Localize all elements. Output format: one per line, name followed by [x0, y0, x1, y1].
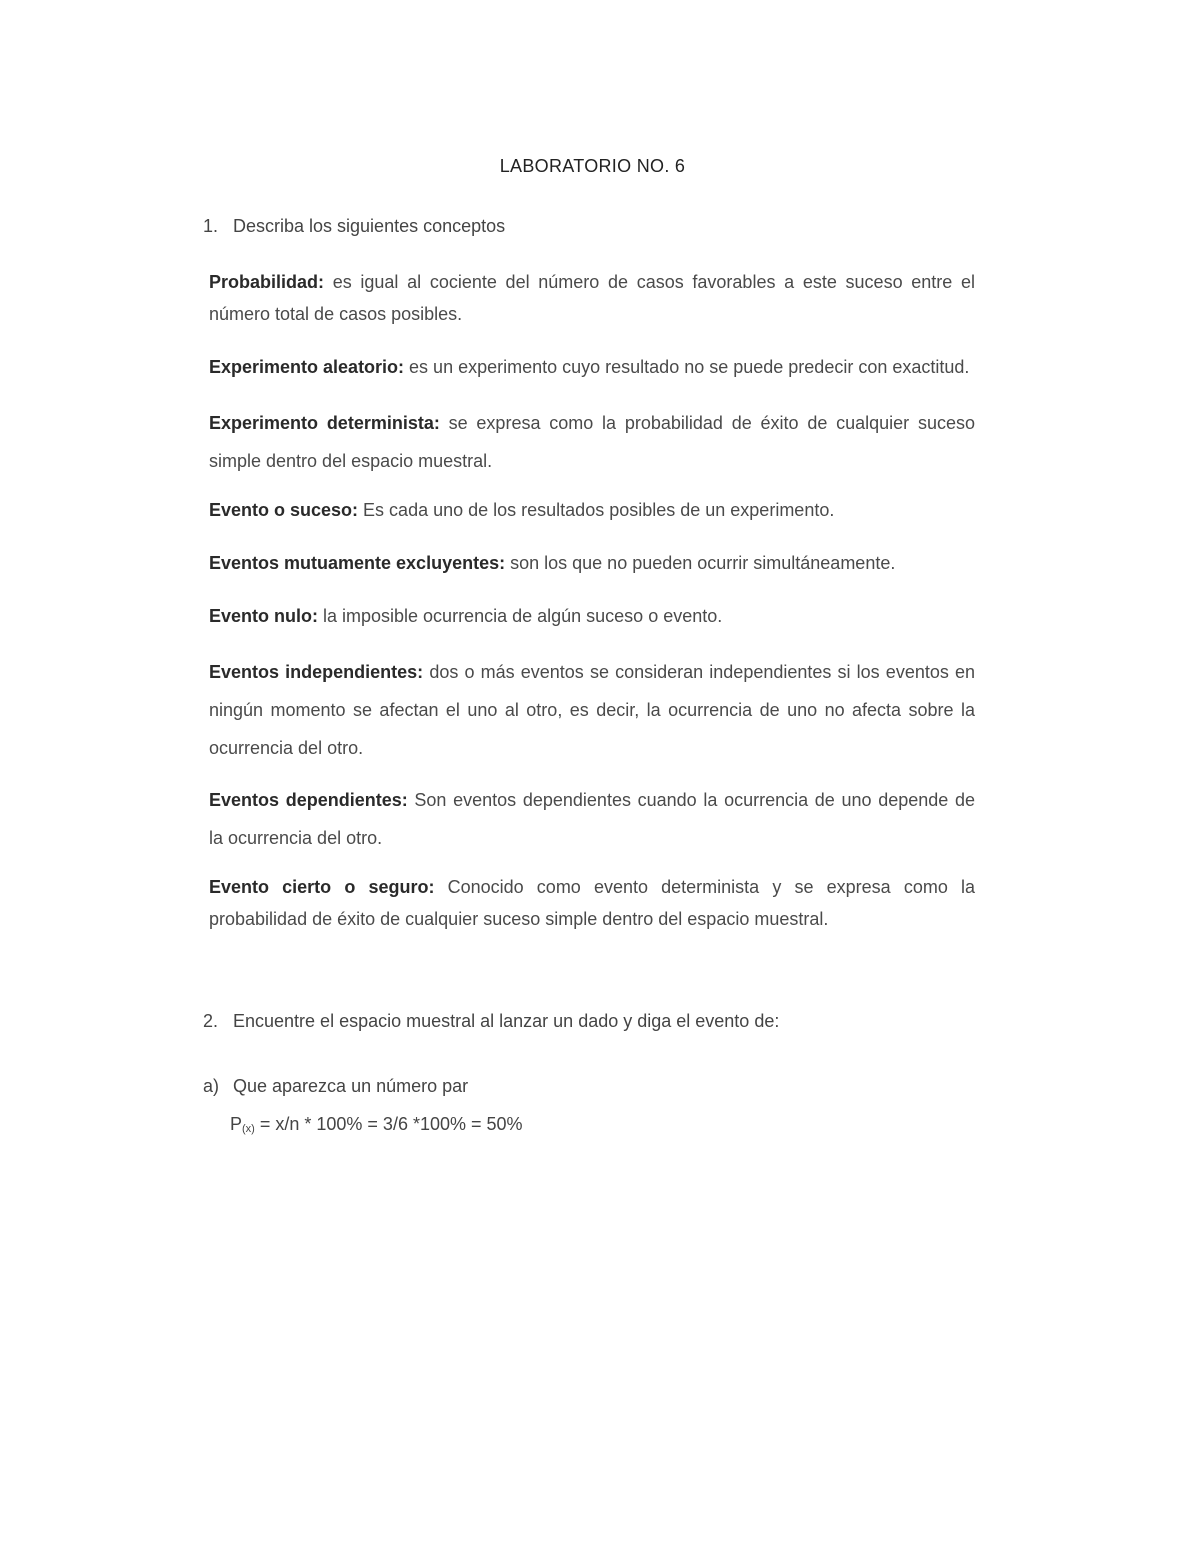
document-title: LABORATORIO NO. 6 [499, 156, 686, 176]
probability-formula [230, 1114, 523, 1135]
concept-definition: es un experimento cuyo resultado no se puede predecir con exactitud. [404, 357, 970, 377]
concept-definition: es igual al cociente del número de casos favorables a este suceso entre el número total de casos posibles. [209, 272, 975, 324]
concept-experimento-aleatorio [209, 351, 975, 383]
question-2a [203, 1076, 468, 1097]
concept-eventos-dependientes [209, 781, 975, 857]
concept-evento-nulo [209, 600, 975, 632]
formula-p: P [230, 1114, 243, 1134]
concept-evento-suceso [209, 494, 975, 526]
question-2-number: 2. [203, 1011, 219, 1031]
concept-list [209, 266, 975, 956]
concept-term: Experimento determinista: [209, 413, 440, 433]
concept-definition: se expresa como la probabilidad de éxito de cualquier suceso simple dentro del espacio muestral. [209, 413, 975, 471]
concept-definition: Es cada uno de los resultados posibles de un experimento. [358, 500, 835, 520]
question-2-text: Encuentre el espacio muestral al lanzar un dado y diga el evento de: [233, 1011, 780, 1031]
concept-term: Evento cierto o seguro: [209, 877, 435, 897]
question-1 [203, 216, 505, 237]
concept-term: Experimento aleatorio: [209, 357, 405, 377]
concept-term: Eventos independientes: [209, 662, 424, 682]
concept-definition: Conocido como evento determinista y se expresa como la probabilidad de éxito de cualquier suceso simple dentro del espacio muestral. [209, 877, 975, 929]
concept-eventos-independientes [209, 653, 975, 767]
concept-term: Eventos dependientes: [209, 790, 408, 810]
concept-term: Evento nulo: [209, 606, 318, 626]
formula-expression: = x/n * 100% = 3/6 *100% = 50% [254, 1114, 523, 1134]
concept-definition: la imposible ocurrencia de algún suceso o evento. [318, 606, 723, 626]
question-2 [203, 1011, 779, 1032]
question-2a-text: Que aparezca un número par [233, 1076, 469, 1096]
concept-probabilidad [209, 266, 975, 330]
question-1-text: Describa los siguientes conceptos [233, 216, 506, 236]
concept-term: Probabilidad: [209, 272, 325, 292]
concept-definition: dos o más eventos se consideran independientes si los eventos en ningún momento se afectan el uno al otro, es decir, la ocurrencia de uno no afecta sobre la ocurrencia del otro. [209, 662, 976, 758]
concept-definition: son los que no pueden ocurrir simultáneamente. [505, 553, 896, 573]
question-1-number: 1. [203, 216, 219, 236]
concept-definition: Son eventos dependientes cuando la ocurrencia de uno depende de la ocurrencia del otro. [209, 790, 975, 848]
concept-eventos-mutuamente-excluyentes [209, 547, 975, 579]
concept-term: Eventos mutuamente excluyentes: [209, 553, 506, 573]
formula-subscript: (x) [242, 1123, 255, 1135]
question-2a-label: a) [203, 1076, 220, 1096]
concept-term: Evento o suceso: [209, 500, 359, 520]
concept-experimento-determinista [209, 404, 975, 480]
concept-evento-cierto [209, 871, 975, 935]
